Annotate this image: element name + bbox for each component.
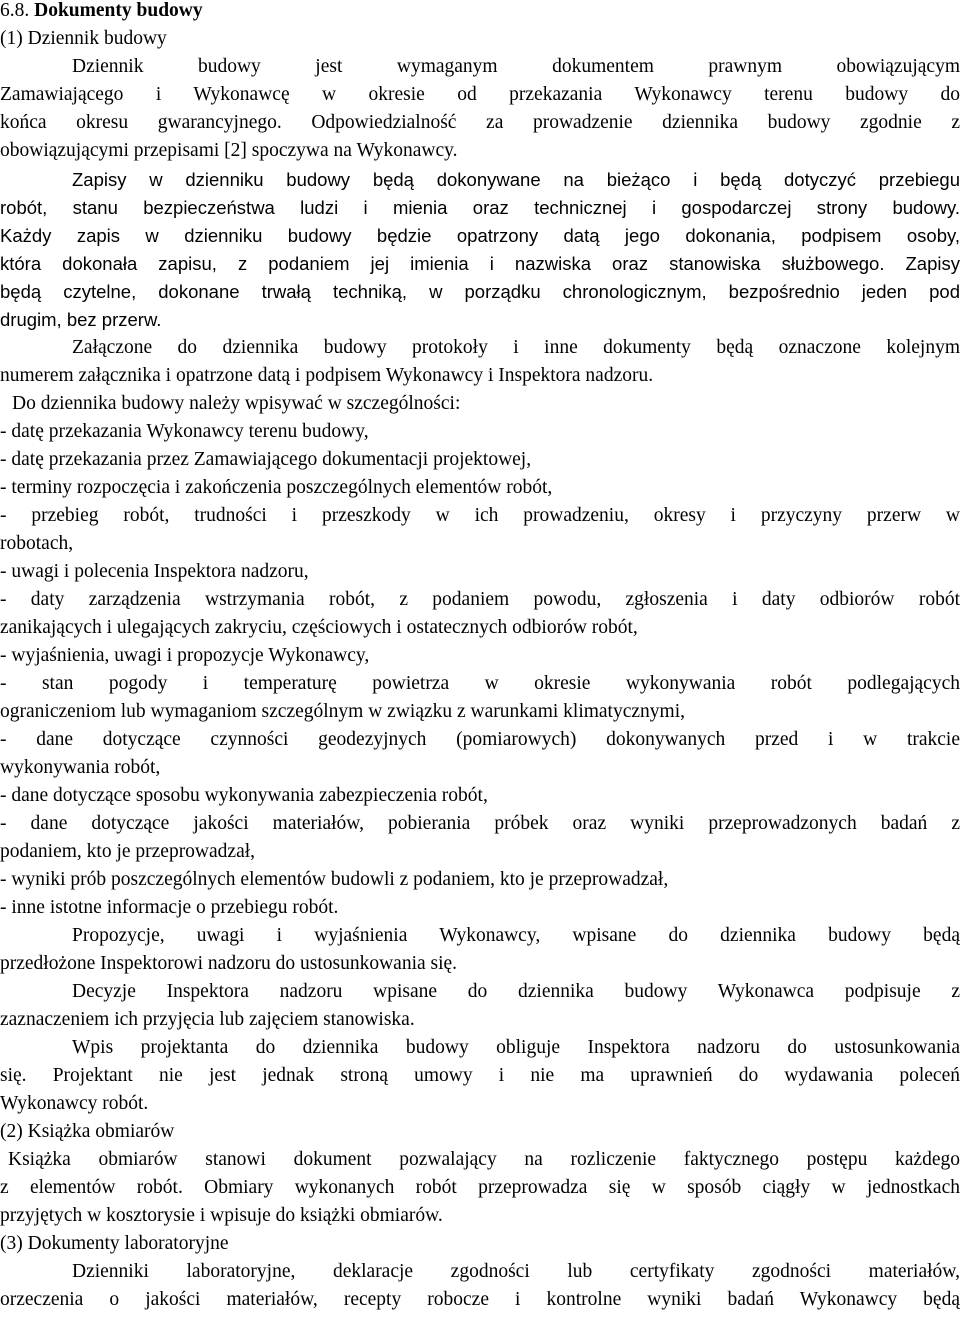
list-item: - przebieg robót, trudności i przeszkody w ich prowadzeniu, okresy i przyczyny przerw w <box>0 505 960 526</box>
list-item: - wyjaśnienia, uwagi i propozycje Wykonawcy, <box>0 645 370 666</box>
list-item-continuation: wykonywania robót, <box>0 757 161 778</box>
paragraph-line: orzeczenia o jakości materiałów, recepty robocze i kontrolne wyniki badań Wykonawcy będą <box>0 1289 960 1310</box>
subsection-heading: (1) Dziennik budowy <box>0 28 167 49</box>
list-item-continuation: robotach, <box>0 533 74 554</box>
paragraph-line: obowiązującymi przepisami [2] spoczywa na Wykonawcy. <box>0 140 458 161</box>
paragraph-line: która dokonała zapisu, z podaniem jej imienia i nazwiska oraz stanowiska służbowego. Zapisy <box>0 253 960 274</box>
list-item: - dane dotyczące jakości materiałów, pobierania próbek oraz wyniki przeprowadzonych badań z <box>0 813 960 834</box>
paragraph-line: drugim, bez przerw. <box>0 309 162 330</box>
list-item-continuation: ograniczeniom lub wymaganiom szczególnym w związku z warunkami klimatycznymi, <box>0 701 685 722</box>
section-title: Dokumenty budowy <box>34 0 203 21</box>
paragraph-line: zaznaczeniem ich przyjęcia lub zajęciem stanowiska. <box>0 1009 415 1030</box>
paragraph-line: Wykonawcy robót. <box>0 1093 149 1114</box>
paragraph-line: Propozycje, uwagi i wyjaśnienia Wykonawcy, wpisane do dziennika budowy będą <box>72 925 960 946</box>
section-number: 6.8. <box>0 0 30 21</box>
subsection-heading: (3) Dokumenty laboratoryjne <box>0 1233 229 1254</box>
list-item-continuation: zanikających i ulegających zakryciu, częściowych i ostatecznych odbiorów robót, <box>0 617 638 638</box>
paragraph-line: Zapisy w dzienniku budowy będą dokonywane na bieżąco i będą dotyczyć przebiegu <box>72 169 960 190</box>
list-item: - dane dotyczące sposobu wykonywania zabezpieczenia robót, <box>0 785 488 806</box>
subsection-heading: (2) Książka obmiarów <box>0 1121 175 1142</box>
paragraph-line: robót, stanu bezpieczeństwa ludzi i mienia oraz technicznej i gospodarczej strony budowy. <box>0 197 960 218</box>
list-item: - daty zarządzenia wstrzymania robót, z podaniem powodu, zgłoszenia i daty odbiorów robót <box>0 589 960 610</box>
paragraph-line: przedłożone Inspektorowi nadzoru do ustosunkowania się. <box>0 953 458 974</box>
list-item-continuation: podaniem, kto je przeprowadzał, <box>0 841 256 862</box>
paragraph-line: Dziennik budowy jest wymaganym dokumentem prawnym obowiązującym <box>72 56 960 77</box>
list-item: - inne istotne informacje o przebiegu robót. <box>0 897 339 918</box>
paragraph-line: się. Projektant nie jest jednak stroną umowy i nie ma uprawnień do wydawania poleceń <box>0 1065 960 1086</box>
paragraph-line: Załączone do dziennika budowy protokoły i inne dokumenty będą oznaczone kolejnym <box>72 337 960 358</box>
paragraph-line: Decyzje Inspektora nadzoru wpisane do dziennika budowy Wykonawca podpisuje z <box>72 981 960 1002</box>
list-intro: Do dziennika budowy należy wpisywać w szczególności: <box>12 393 461 414</box>
paragraph-line: Każdy zapis w dzienniku budowy będzie opatrzony datą jego dokonania, podpisem osoby, <box>0 225 960 246</box>
paragraph-line: Książka obmiarów stanowi dokument pozwalający na rozliczenie faktycznego postępu każdego <box>8 1149 960 1170</box>
paragraph-line: numerem załącznika i opatrzone datą i podpisem Wykonawcy i Inspektora nadzoru. <box>0 365 654 386</box>
paragraph-line: przyjętych w kosztorysie i wpisuje do książki obmiarów. <box>0 1205 443 1226</box>
paragraph-line: z elementów robót. Obmiary wykonanych robót przeprowadza się w sposób ciągły w jednostkach <box>0 1177 960 1198</box>
list-item: - datę przekazania przez Zamawiającego dokumentacji projektowej, <box>0 449 532 470</box>
list-item: - datę przekazania Wykonawcy terenu budowy, <box>0 421 369 442</box>
paragraph-line: Wpis projektanta do dziennika budowy obliguje Inspektora nadzoru do ustosunkowania <box>72 1037 960 1058</box>
list-item: - wyniki prób poszczególnych elementów budowli z podaniem, kto je przeprowadzał, <box>0 869 669 890</box>
list-item: - uwagi i polecenia Inspektora nadzoru, <box>0 561 309 582</box>
list-item: - stan pogody i temperaturę powietrza w okresie wykonywania robót podlegających <box>0 673 960 694</box>
list-item: - terminy rozpoczęcia i zakończenia poszczególnych elementów robót, <box>0 477 553 498</box>
section-heading <box>0 0 960 25</box>
list-item: - dane dotyczące czynności geodezyjnych (pomiarowych) dokonywanych przed i w trakcie <box>0 729 960 750</box>
paragraph-line: końca okresu gwarancyjnego. Odpowiedzialność za prowadzenie dziennika budowy zgodnie z <box>0 112 960 133</box>
paragraph-line: będą czytelne, dokonane trwałą techniką, w porządku chronologicznym, bezpośrednio jeden pod <box>0 281 960 302</box>
paragraph-line: Zamawiającego i Wykonawcę w okresie od przekazania Wykonawcy terenu budowy do <box>0 84 960 105</box>
paragraph-line: Dzienniki laboratoryjne, deklaracje zgodności lub certyfikaty zgodności materiałów, <box>72 1261 960 1282</box>
